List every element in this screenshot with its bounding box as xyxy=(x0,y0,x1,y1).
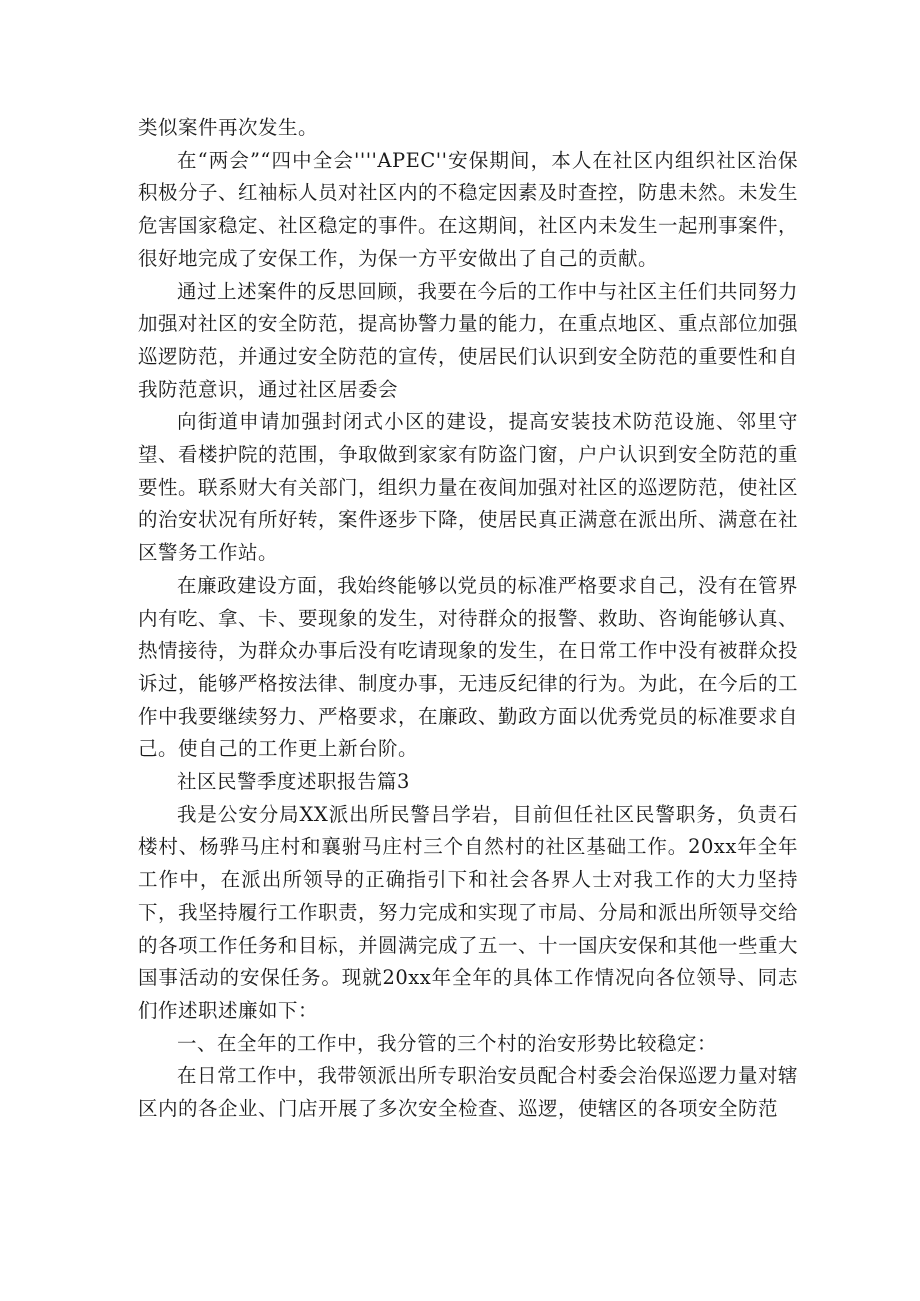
paragraph-5: 在廉政建设方面，我始终能够以党员的标准严格要求自己，没有在管界内有吃、拿、卡、要现象的发生，对待群众的报警、救助、咨询能够认真、热情接待，为群众办事后没有吃请现象的发生，在日常工作中没有被群众投诉过，能够严格按法律、制度办事，无违反纪律的行为。为此，在今后的工作中我要继续努力、严格要求，在廉政、勤政方面以优秀党员的标准要求自己。使自己的工作更上新台阶。 xyxy=(138,573,799,761)
paragraph-2: 在“两会”“四中全会''''APEC''安保期间，本人在社区内组织社区治保积极分子、红袖标人员对社区内的不稳定因素及时查控，防患未然。未发生危害国家稳定、社区稳定的事件。在这期间，社区内未发生一起刑事案件，很好地完成了安保工作，为保一方平安做出了自己的贡献。 xyxy=(138,148,799,270)
paragraph-9: 在日常工作中，我带领派出所专职治安员配合村委会治保巡逻力量对辖区内的各企业、门店开展了多次安全检查、巡逻，使辖区的各项安全防范 xyxy=(138,1064,798,1121)
paragraph-8: 一、在全年的工作中，我分管的三个村的治安形势比较稳定： xyxy=(177,1031,718,1055)
section-heading: 社区民警季度述职报告篇3 xyxy=(177,770,410,794)
document-body xyxy=(138,112,798,1126)
paragraph-3: 通过上述案件的反思回顾，我要在今后的工作中与社区主任们共同努力加强对社区的安全防范，提高协警力量的能力，在重点地区、重点部位加强巡逻防范，并通过安全防范的宣传，使居民们认识到安全防范的重要性和自我防范意识，通过社区居委会 xyxy=(138,279,799,401)
paragraph-4: 向街道申请加强封闭式小区的建设，提高安装技术防范设施、邻里守望、看楼护院的范围，争取做到家家有防盗门窗，户户认识到安全防范的重要性。联系财大有关部门，组织力量在夜间加强对社区的巡逻防范，使社区的治安状况有所好转，案件逐步下降，使居民真正满意在派出所、满意在社区警务工作站。 xyxy=(138,410,799,565)
paragraph-7: 我是公安分局XX派出所民警吕学岩，目前但任社区民警职务，负责石楼村、杨骅马庄村和襄驸马庄村三个自然村的社区基础工作。20xx年全年工作中，在派出所领导的正确指引下和社会各界人士对我工作的大力坚持下，我坚持履行工作职责，努力完成和实现了市局、分局和派出所领导交给的各项工作任务和目标，并圆满完成了五一、十一国庆安保和其他一些重大国事活动的安保任务。现就20xx年全年的具体工作情况向各位领导、同志们作述职述廉如下： xyxy=(138,802,799,1022)
paragraph-1: 类似案件再次发生。 xyxy=(138,116,319,139)
